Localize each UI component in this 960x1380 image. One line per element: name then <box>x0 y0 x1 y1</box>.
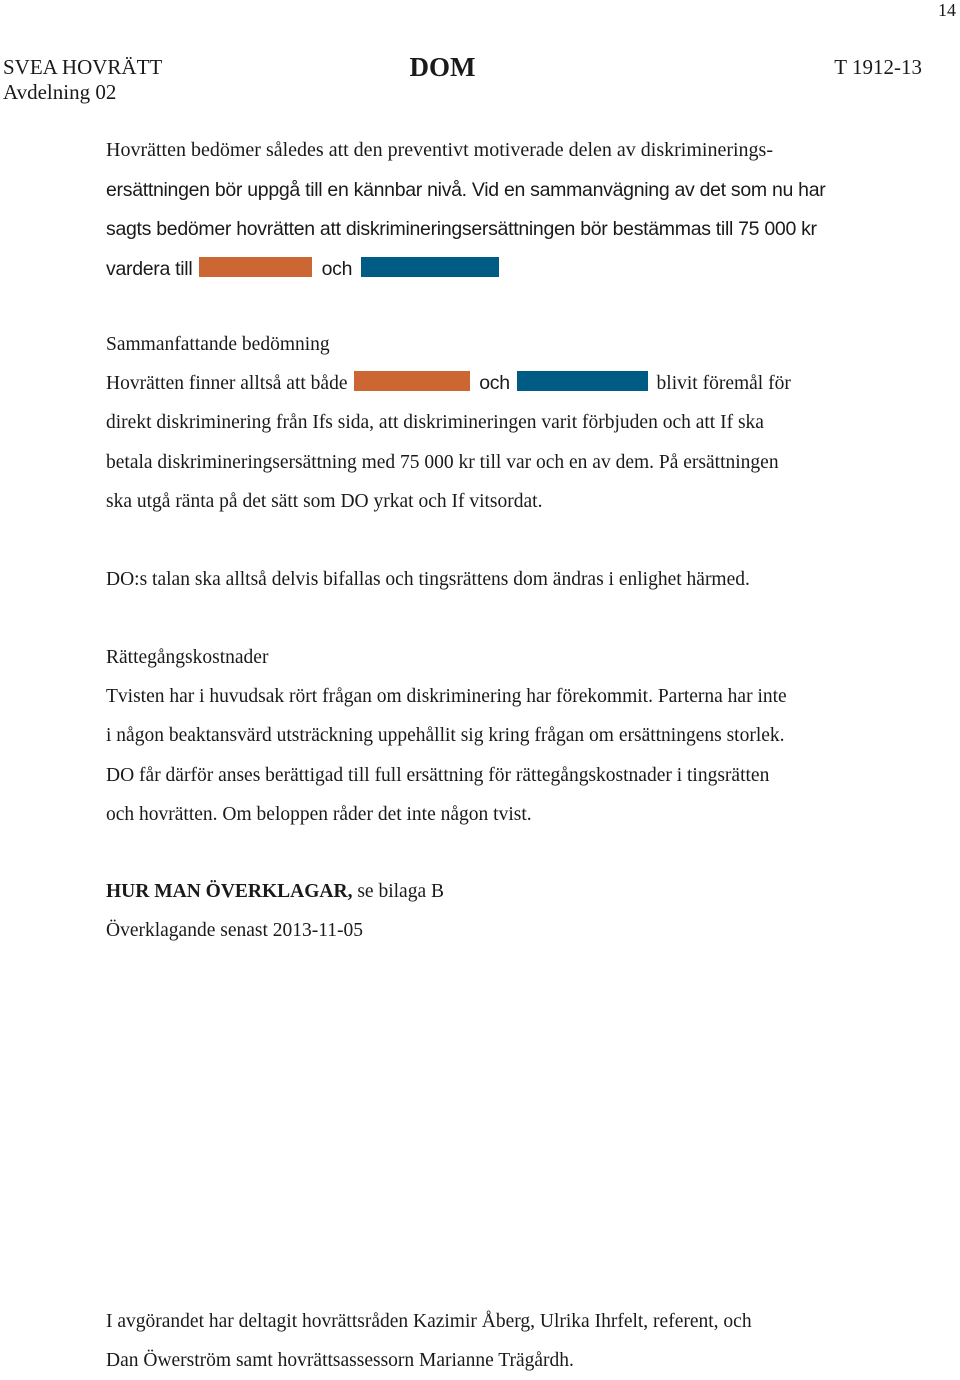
judges-paragraph <box>106 1302 752 1380</box>
redaction-block <box>354 371 470 391</box>
appeal-heading-bold: HUR MAN ÖVERKLAGAR, <box>106 881 353 902</box>
paragraph-line: i någon beaktansvärd utsträckning uppehållit sig kring frågan om ersättningens storlek. <box>106 725 785 747</box>
conclusion-paragraph <box>106 560 750 599</box>
paragraph-line: I avgörandet har deltagit hovrättsråden Kazimir Åberg, Ulrika Ihrfelt, referent, och <box>106 1311 752 1332</box>
paragraph-line: sagts bedömer hovrätten att diskrimineringsersättningen bör bestämmas till 75 000 kr <box>106 218 817 240</box>
paragraph-damages <box>106 131 906 289</box>
paragraph-line: Dan Öwerström samt hovrättsassessorn Marianne Trägårdh. <box>106 1350 574 1372</box>
section-heading: Sammanfattande bedömning <box>106 334 330 355</box>
case-number: T 1912-13 <box>834 55 922 79</box>
paragraph-line: direkt diskriminering från Ifs sida, att diskrimineringen varit förbjuden och att If ska <box>106 412 764 434</box>
appeal-deadline: Överklagande senast 2013-11-05 <box>106 920 364 942</box>
text-fragment: blivit föremål för <box>656 373 791 395</box>
page-number: 14 <box>938 0 956 20</box>
paragraph-line: ersättningen bör uppgå till en kännbar nivå. Vid en sammanvägning av det som nu har <box>106 178 826 201</box>
redaction-block <box>517 371 648 391</box>
paragraph-line: DO får därför anses berättigad till full ersättning för rättegångskostnader i tingsrätten <box>106 764 770 786</box>
section-heading: Rättegångskostnader <box>106 647 269 668</box>
division-name: Avdelning 02 <box>3 80 117 104</box>
costs-section <box>106 638 787 834</box>
text-fragment: och <box>479 372 510 395</box>
paragraph-line <box>106 250 906 290</box>
appeal-section <box>106 872 444 950</box>
redaction-block <box>361 257 499 277</box>
appeal-heading-rest: se bilaga B <box>352 881 444 902</box>
court-name: SVEA HOVRÄTT <box>3 55 163 79</box>
appeal-heading <box>106 872 444 911</box>
paragraph-line: Tvisten har i huvudsak rört frågan om diskriminering har förekommit. Parterna har inte <box>106 686 787 708</box>
paragraph-line: ska utgå ränta på det sätt som DO yrkat och If vitsordat. <box>106 490 543 512</box>
paragraph-line: och hovrätten. Om beloppen råder det inte någon tvist. <box>106 803 532 825</box>
summary-section <box>106 325 791 521</box>
document-type: DOM <box>409 52 476 82</box>
paragraph-line <box>106 364 791 403</box>
paragraph-line: Hovrätten bedömer således att den preventivt motiverade delen av diskriminerings- <box>106 139 774 161</box>
paragraph-line: DO:s talan ska alltså delvis bifallas och tingsrättens dom ändras i enlighet härmed. <box>106 569 750 590</box>
text-fragment: vardera till <box>106 257 193 280</box>
text-fragment: och <box>321 257 353 280</box>
redaction-block <box>199 257 312 277</box>
text-fragment: Hovrätten finner alltså att både <box>106 373 348 395</box>
paragraph-line: betala diskrimineringsersättning med 75 000 kr till var och en av dem. På ersättningen <box>106 451 779 473</box>
